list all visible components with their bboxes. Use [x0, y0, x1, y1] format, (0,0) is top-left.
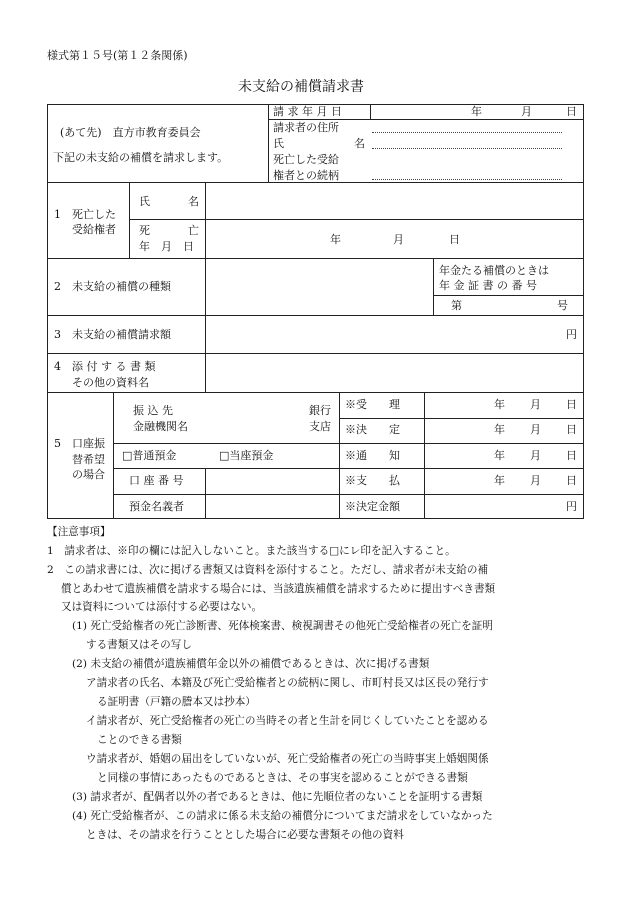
- death-date-label-c: 年 月 日: [139, 240, 194, 253]
- note-line: (4) 死亡受給権者が、この請求に係る未支給の補償分についてまだ請求をしていなかった: [72, 810, 493, 822]
- account-number-label: 口 座 番 号: [129, 474, 184, 487]
- request-date-month[interactable]: 月: [521, 105, 532, 118]
- note-line: ウ請求者が、婚姻の届出をしていないが、死亡受給権者の死亡の当時事実上婚姻関係: [86, 753, 489, 765]
- note-line: (2) 未支給の補償が遺族補償年金以外の補償であるときは、次に掲げる書類: [72, 658, 430, 670]
- bank-label-2: 金融機関名: [133, 420, 188, 433]
- section1-label-1: 1 死亡した: [54, 208, 116, 221]
- office-row-year[interactable]: 年: [494, 398, 505, 411]
- office-row-month[interactable]: 月: [530, 449, 541, 462]
- office-row-month[interactable]: 月: [530, 423, 541, 436]
- death-date-month[interactable]: 月: [393, 233, 404, 246]
- note-line: (3) 請求者が、配偶者以外の者であるときは、他に先順位者のないことを証明する書類: [72, 791, 483, 803]
- section3-label: 3 未支給の補償請求額: [54, 328, 171, 341]
- section5-label-1: 5 口座振: [54, 437, 105, 450]
- name-label-1: 氏: [273, 137, 284, 150]
- note-line: る証明書（戸籍の謄本又は抄本）: [97, 696, 256, 708]
- relation-label-1: 死亡した受給: [273, 153, 339, 166]
- office-row-day[interactable]: 日: [566, 398, 577, 411]
- notes-heading: 【注意事項】: [47, 526, 111, 538]
- death-date-day[interactable]: 日: [449, 233, 460, 246]
- office-row-label: ※決 定: [345, 423, 400, 436]
- note-line: 2 この請求書には、次に掲げる書類又は資料を添付すること。ただし、請求者が未支給の補: [47, 564, 489, 576]
- pension-no-suffix: 号: [557, 299, 568, 312]
- note-line: ア請求者の氏名、本籍及び死亡受給権者との続柄に関し、市町村長又は区長の発行す: [86, 677, 489, 689]
- note-line: と同様の事情にあったものであるときは、その事実を認めることができる書類: [97, 772, 468, 784]
- death-date-label-a: 死: [139, 224, 150, 237]
- office-row-label: ※通 知: [345, 449, 400, 462]
- office-row-label: ※支 払: [345, 474, 400, 487]
- claim-amount-unit: 円: [566, 328, 577, 341]
- note-line: ことのできる書類: [97, 734, 182, 746]
- office-row-year[interactable]: 年: [494, 423, 505, 436]
- decision-amount-label: ※決定金額: [345, 500, 400, 513]
- note-line: 1 請求者は、※印の欄には記入しないこと。また該当する□にレ印を記入すること。: [47, 545, 456, 557]
- office-row-day[interactable]: 日: [566, 449, 577, 462]
- bank-suffix: 銀行: [309, 404, 331, 417]
- bank-label-1: 振 込 先: [133, 404, 173, 417]
- ordinary-deposit-checkbox[interactable]: □普通預金: [122, 449, 177, 462]
- section5-label-2: 替希望: [72, 453, 105, 466]
- current-deposit-checkbox[interactable]: □当座預金: [219, 449, 274, 462]
- branch-suffix: 支店: [309, 420, 331, 433]
- section4-label-1: 4 添 付 す る 書 類: [54, 360, 156, 373]
- note-line: 又は資料については添付する必要はない。: [61, 601, 263, 613]
- request-statement: 下記の未支給の補償を請求します。: [53, 151, 229, 164]
- note-line: する書類又はその写し: [86, 639, 192, 651]
- name-label-2: 名: [354, 137, 365, 150]
- office-row-year[interactable]: 年: [494, 449, 505, 462]
- office-row-label: ※受 理: [345, 398, 400, 411]
- deceased-name-label-b: 名: [188, 195, 199, 208]
- section4-label-2: その他の資料名: [72, 376, 149, 389]
- pension-label-2: 年 金 証 書 の 番 号: [439, 279, 537, 292]
- name-field[interactable]: [372, 148, 562, 149]
- section2-label: 2 未支給の補償の種類: [54, 280, 171, 293]
- address-field[interactable]: [372, 132, 562, 133]
- note-line: ときは、その請求を行うこととした場合に必要な書類その他の資料: [86, 829, 404, 841]
- request-date-label: 請 求 年 月 日: [273, 105, 342, 118]
- note-line: (1) 死亡受給権者の死亡診断書、死体検案書、検視調書その他死亡受給権者の死亡を証明: [72, 620, 493, 632]
- deceased-name-label-a: 氏: [139, 195, 150, 208]
- form-number: 様式第１５号(第１２条関係): [47, 49, 188, 62]
- section1-label-2: 受給権者: [72, 223, 116, 236]
- death-date-label-b: 亡: [188, 224, 199, 237]
- office-row-day[interactable]: 日: [566, 474, 577, 487]
- section5-label-3: の場合: [72, 468, 105, 481]
- relation-label-2: 権者との続柄: [273, 169, 339, 182]
- pension-no-prefix: 第: [451, 299, 462, 312]
- office-row-day[interactable]: 日: [566, 423, 577, 436]
- request-date-year[interactable]: 年: [471, 105, 482, 118]
- note-line: 償とあわせて遺族補償を請求する場合には、当該遺族補償を請求するために提出すべき書類: [61, 583, 496, 595]
- request-date-day[interactable]: 日: [566, 105, 577, 118]
- page-title: 未支給の補償請求書: [238, 79, 364, 95]
- addressee: (あて先) 直方市教育委員会: [60, 126, 201, 139]
- relation-field[interactable]: [372, 179, 562, 180]
- decision-amount-unit: 円: [566, 500, 577, 513]
- death-date-year[interactable]: 年: [330, 233, 341, 246]
- pension-label-1: 年金たる補償のときは: [439, 264, 549, 277]
- address-label: 請求者の住所: [273, 121, 339, 134]
- office-row-year[interactable]: 年: [494, 474, 505, 487]
- account-holder-label: 預金名義者: [129, 500, 184, 513]
- office-row-month[interactable]: 月: [530, 398, 541, 411]
- note-line: イ請求者が、死亡受給権者の死亡の当時その者と生計を同じくしていたことを認める: [86, 715, 489, 727]
- office-row-month[interactable]: 月: [530, 474, 541, 487]
